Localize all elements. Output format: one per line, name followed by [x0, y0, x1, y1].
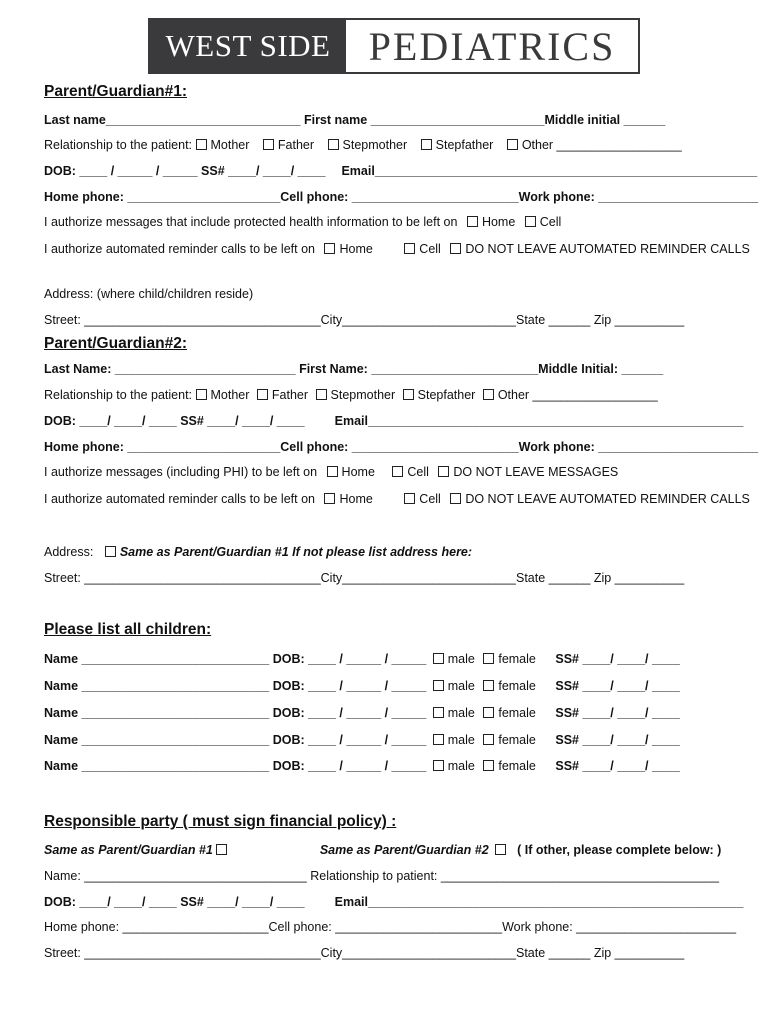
- pg2-msg-home-checkbox[interactable]: [327, 466, 338, 477]
- pg2-other-checkbox[interactable]: [483, 389, 494, 400]
- child-female-checkbox[interactable]: [483, 653, 494, 664]
- child-name-dob: Name ___________________________ DOB: ____ / _____ / _____: [44, 652, 427, 666]
- child-male-label: male: [447, 652, 475, 666]
- child-row: [44, 651, 680, 667]
- pg2-messages-label: I authorize messages (including PHI) to be left on: [44, 465, 318, 479]
- pg2-stepmother-label: Stepmother: [330, 388, 396, 402]
- child-row: [44, 678, 680, 694]
- child-ss: SS# ____/ ____/ ____: [555, 733, 680, 747]
- pg2-msg-cell-label: Cell: [407, 465, 429, 479]
- child-male-label: male: [447, 679, 475, 693]
- pg1-messages-label: I authorize messages that include protected health information to be left on: [44, 215, 458, 229]
- child-ss: SS# ____/ ____/ ____: [555, 759, 680, 773]
- resp-other-label: ( If other, please complete below: ): [517, 843, 722, 857]
- child-female-label: female: [498, 652, 536, 666]
- child-ss: SS# ____/ ____/ ____: [555, 679, 680, 693]
- child-female-checkbox[interactable]: [483, 734, 494, 745]
- child-name-dob: Name ___________________________ DOB: ____ / _____ / _____: [44, 679, 427, 693]
- pg1-calls-line: [44, 241, 750, 257]
- pg1-phones-line: Home phone: ______________________Cell phone: ________________________Work phone: _______________________: [44, 190, 759, 204]
- child-male-checkbox[interactable]: [433, 653, 444, 664]
- pg1-call-home-checkbox[interactable]: [324, 243, 335, 254]
- child-male-label: male: [447, 733, 475, 747]
- child-male-checkbox[interactable]: [433, 734, 444, 745]
- pg2-mother-checkbox[interactable]: [196, 389, 207, 400]
- child-row: [44, 705, 680, 721]
- resp-same1-label: Same as Parent/Guardian #1: [44, 843, 213, 857]
- logo: [148, 18, 640, 74]
- pg1-email: Email_______________________________________________________: [341, 164, 758, 178]
- pg1-msg-home-checkbox[interactable]: [467, 216, 478, 227]
- child-name-dob: Name ___________________________ DOB: ____ / _____ / _____: [44, 759, 427, 773]
- pg1-address-label: Address: (where child/children reside): [44, 287, 254, 301]
- pg1-stepmother-checkbox[interactable]: [328, 139, 339, 150]
- pg1-relationship-label: Relationship to the patient:: [44, 138, 193, 152]
- pg1-dob-line: [44, 163, 757, 179]
- pg1-msg-home-label: Home: [481, 215, 516, 229]
- pg1-stepfather-checkbox[interactable]: [421, 139, 432, 150]
- pg2-same-address-label: Same as Parent/Guardian #1 If not please list address here:: [119, 545, 473, 559]
- children-title: Please list all children:: [44, 621, 212, 638]
- resp-name-line: Name: ________________________________ Relationship to patient: ________________________________________: [44, 869, 719, 883]
- pg1-stepfather-label: Stepfather: [435, 138, 494, 152]
- child-name-dob: Name ___________________________ DOB: ____ / _____ / _____: [44, 733, 427, 747]
- pg2-father-label: Father: [271, 388, 309, 402]
- pg2-mother-label: Mother: [210, 388, 250, 402]
- pg2-stepfather-checkbox[interactable]: [403, 389, 414, 400]
- pg2-same-address-checkbox[interactable]: [105, 546, 116, 557]
- child-name-dob: Name ___________________________ DOB: ____ / _____ / _____: [44, 706, 427, 720]
- pg1-street-line: Street: __________________________________City_________________________State ______ Zip __________: [44, 313, 685, 327]
- pg1-msg-cell-label: Cell: [539, 215, 562, 229]
- resp-same2-checkbox[interactable]: [495, 844, 506, 855]
- pg2-stepmother-checkbox[interactable]: [316, 389, 327, 400]
- pg2-title: Parent/Guardian#2:: [44, 335, 187, 352]
- pg1-title: Parent/Guardian#1:: [44, 83, 187, 100]
- pg1-calls-label: I authorize automated reminder calls to be left on: [44, 242, 315, 256]
- pg1-messages-line: [44, 214, 561, 230]
- resp-dob-ss: DOB: ____/ ____/ ____ SS# ____/ ____/ ____: [44, 895, 305, 909]
- resp-same1-checkbox[interactable]: [216, 844, 227, 855]
- pg1-mother-label: Mother: [210, 138, 250, 152]
- child-female-label: female: [498, 679, 536, 693]
- resp-phones-line: Home phone: _____________________Cell phone: ________________________Work phone: _______________________: [44, 920, 737, 934]
- pg2-calls-line: [44, 491, 750, 507]
- child-female-checkbox[interactable]: [483, 680, 494, 691]
- pg2-call-home-checkbox[interactable]: [324, 493, 335, 504]
- pg2-call-home-label: Home: [339, 492, 373, 506]
- child-male-checkbox[interactable]: [433, 760, 444, 771]
- pg2-street-line: Street: __________________________________City_________________________State ______ Zip __________: [44, 571, 685, 585]
- resp-street-line: Street: __________________________________City_________________________State ______ Zip __________: [44, 946, 685, 960]
- child-male-label: male: [447, 706, 475, 720]
- child-female-label: female: [498, 759, 536, 773]
- resp-same-line: [44, 842, 721, 858]
- pg2-address-line: [44, 544, 472, 560]
- child-row: [44, 732, 680, 748]
- pg2-msg-home-label: Home: [341, 465, 375, 479]
- pg1-no-calls-label: DO NOT LEAVE AUTOMATED REMINDER CALLS: [465, 242, 750, 256]
- pg2-no-msg-checkbox[interactable]: [438, 466, 449, 477]
- child-female-checkbox[interactable]: [483, 707, 494, 718]
- pg1-names-line: Last name____________________________ First name _________________________Middle initial ______: [44, 113, 666, 127]
- pg1-dob-ss: DOB: ____ / _____ / _____ SS# ____/ ____/ ____: [44, 164, 326, 178]
- resp-title: Responsible party ( must sign financial policy) :: [44, 813, 397, 830]
- pg1-other-label: Other __________________: [521, 138, 682, 152]
- pg1-other-checkbox[interactable]: [507, 139, 518, 150]
- pg1-relationship-line: [44, 137, 682, 153]
- pg1-mother-checkbox[interactable]: [196, 139, 207, 150]
- pg2-call-cell-checkbox[interactable]: [404, 493, 415, 504]
- logo-west-side: WEST SIDE: [150, 20, 346, 72]
- child-ss: SS# ____/ ____/ ____: [555, 706, 680, 720]
- pg2-no-calls-label: DO NOT LEAVE AUTOMATED REMINDER CALLS: [465, 492, 750, 506]
- child-female-label: female: [498, 733, 536, 747]
- pg2-no-msg-label: DO NOT LEAVE MESSAGES: [453, 465, 619, 479]
- child-row: [44, 758, 680, 774]
- pg1-call-home-label: Home: [339, 242, 373, 256]
- pg1-stepmother-label: Stepmother: [342, 138, 408, 152]
- resp-email: Email______________________________________________________: [334, 895, 744, 909]
- pg2-calls-label: I authorize automated reminder calls to be left on: [44, 492, 315, 506]
- pg1-call-cell-label: Cell: [419, 242, 441, 256]
- pg2-messages-line: [44, 464, 618, 480]
- pg2-other-label: Other __________________: [497, 388, 658, 402]
- pg2-address-label: Address:: [44, 545, 94, 559]
- pg2-phones-line: Home phone: ______________________Cell phone: ________________________Work phone: _______________________: [44, 440, 759, 454]
- child-female-label: female: [498, 706, 536, 720]
- logo-pediatrics: PEDIATRICS: [346, 20, 638, 72]
- pg2-no-calls-checkbox[interactable]: [450, 493, 461, 504]
- child-male-checkbox[interactable]: [433, 707, 444, 718]
- child-male-label: male: [447, 759, 475, 773]
- pg2-relationship-line: [44, 387, 658, 403]
- resp-same2-label: Same as Parent/Guardian #2: [319, 843, 489, 857]
- pg2-msg-cell-checkbox[interactable]: [392, 466, 403, 477]
- child-ss: SS# ____/ ____/ ____: [555, 652, 680, 666]
- pg2-father-checkbox[interactable]: [257, 389, 268, 400]
- pg1-father-checkbox[interactable]: [263, 139, 274, 150]
- child-female-checkbox[interactable]: [483, 760, 494, 771]
- resp-dob-line: [44, 894, 743, 910]
- pg1-father-label: Father: [277, 138, 315, 152]
- pg2-stepfather-label: Stepfather: [417, 388, 476, 402]
- pg2-dob-line: [44, 413, 743, 429]
- pg2-names-line: Last Name: __________________________ First Name: ________________________Middle Initial: ______: [44, 362, 664, 376]
- pg2-dob-ss: DOB: ____/ ____/ ____ SS# ____/ ____/ ____: [44, 414, 305, 428]
- pg2-call-cell-label: Cell: [419, 492, 441, 506]
- pg1-no-calls-checkbox[interactable]: [450, 243, 461, 254]
- pg2-email: Email______________________________________________________: [334, 414, 744, 428]
- pg1-msg-cell-checkbox[interactable]: [525, 216, 536, 227]
- pg1-call-cell-checkbox[interactable]: [404, 243, 415, 254]
- child-male-checkbox[interactable]: [433, 680, 444, 691]
- pg2-relationship-label: Relationship to the patient:: [44, 388, 193, 402]
